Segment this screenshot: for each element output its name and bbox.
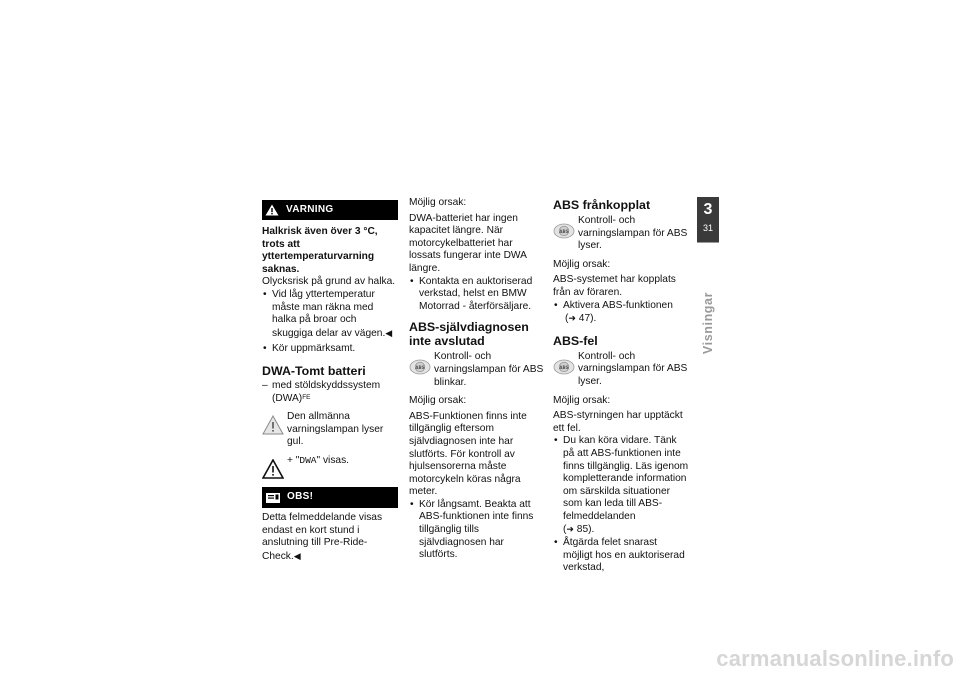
end-mark-icon: ◀: [385, 327, 393, 338]
end-mark-icon: ◀: [293, 550, 301, 561]
section-heading: ABS frånkopplat: [553, 198, 651, 212]
indicator-row: [553, 351, 689, 389]
cause-text: ABS-systemet har kopplats från av föraren.: [553, 274, 676, 298]
section-heading: ABS-fel: [553, 333, 598, 348]
cause-text: ABS-Funktionen finns inte tillgänglig eftersom självdiagnosen inte har slutförts. För kontroll av hjulsensorerna måste motorcykeln köras några meter.: [409, 410, 527, 498]
abs-lamp-icon: [409, 359, 431, 375]
column-3: [553, 197, 689, 575]
indicator-text: Kontroll- och varningslampan för ABS lyser.: [578, 215, 688, 252]
abs-lamp-icon: [553, 223, 575, 239]
dwa-condition-text: med stöldskyddssystem (DWA): [272, 379, 381, 404]
page-reference[interactable]: (➜ 85).: [563, 524, 595, 536]
chapter-title-text: Visningar: [701, 291, 715, 355]
message-suffix: " visas.: [316, 454, 350, 466]
warning-banner: [262, 200, 398, 220]
warning-text: Olycksrisk på grund av halka.: [262, 276, 396, 288]
general-warning-lamp-icon: [262, 415, 284, 435]
action-bullet: [553, 300, 689, 326]
chapter-number: 3: [703, 201, 713, 218]
cause-label: Möjlig orsak:: [553, 394, 611, 406]
action-text: Du kan köra vidare. Tänk på att ABS-funktionen inte finns tillgänglig. Läs igenom kompletterande information om särskilda situationer som kan leda till ABS-felmeddelanden: [563, 435, 689, 522]
obs-note-icon: [262, 487, 284, 507]
column-2: [409, 197, 545, 562]
arrow-reference-icon: ➜: [566, 524, 574, 535]
watermark: carmanualsonline.info: [716, 646, 954, 671]
action-bullet: • Åtgärda felet snarast möjligt hos en auktoriserad verkstad,: [553, 537, 689, 575]
warning-bullet-text: Vid låg yttertemperatur måste man räkna med halka på broar och skuggiga delar av vägen.: [272, 288, 386, 339]
chapter-title: [692, 278, 724, 368]
cause-text: DWA-batteriet har ingen kapacitet längre. När motorcykelbatteriet har lossats fungerar inte DWA längre.: [409, 212, 527, 274]
page-reference-number: 85).: [576, 524, 595, 536]
action-bullet: [553, 435, 689, 537]
obs-banner: [262, 487, 398, 508]
indicator-row: [262, 455, 398, 479]
warning-bullet: [262, 289, 398, 340]
cause-label: Möjlig orsak:: [553, 258, 611, 270]
obs-label: OBS!: [287, 491, 314, 503]
divider: [697, 242, 719, 243]
footnote-marker: FE: [302, 393, 311, 401]
warning-bullet: • Kör uppmärksamt.: [262, 343, 398, 356]
svg-text:ABS: ABS: [415, 365, 425, 371]
warning-triangle-icon: [262, 200, 282, 220]
page-reference[interactable]: (➜ 47).: [565, 313, 597, 325]
message-prefix: + ": [287, 454, 300, 466]
cause-text: ABS-styrningen har upptäckt ett fel.: [553, 410, 683, 434]
page-reference-number: 47).: [578, 313, 597, 325]
action-text: Aktivera ABS-funktionen: [563, 299, 673, 311]
obs-text-body: Detta felmeddelande visas endast en kort stund i anslutning till Pre-Ride-Check.: [262, 511, 383, 562]
svg-text:ABS: ABS: [559, 228, 569, 234]
action-bullet: • Kontakta en auktoriserad verkstad, helst en BMW Motorrad - återförsäljare.: [409, 276, 545, 314]
section-heading: DWA-Tomt batteri: [262, 363, 366, 378]
display-code: DWA: [299, 454, 317, 466]
indicator-text: Den allmänna varningslampan lyser gul.: [287, 411, 384, 448]
obs-text: [262, 512, 398, 563]
svg-text:ABS: ABS: [559, 364, 569, 370]
dwa-condition: [262, 380, 398, 405]
warning-label: VARNING: [286, 203, 334, 215]
indicator-row: [262, 411, 398, 449]
page-number: 31: [702, 223, 713, 233]
abs-lamp-icon: [553, 359, 575, 375]
cause-label: Möjlig orsak:: [409, 395, 467, 407]
chapter-tab: [697, 197, 719, 242]
indicator-row: [553, 215, 689, 253]
indicator-row: [409, 351, 545, 389]
action-bullet: • Kör långsamt. Beakta att ABS-funktionen inte finns tillgänglig tills självdiagnosen har slutförts.: [409, 499, 545, 562]
display-message: [287, 455, 398, 468]
arrow-reference-icon: ➜: [568, 313, 576, 324]
indicator-text: Kontroll- och varningslampan för ABS lyser.: [578, 350, 688, 387]
indicator-text: Kontroll- och varningslampan för ABS blinkar.: [434, 351, 544, 388]
warning-heading: Halkrisk även över 3 °C, trots att yttertemperaturvarning saknas.: [262, 226, 378, 275]
column-1: [262, 200, 398, 563]
cause-label: Möjlig orsak:: [409, 197, 467, 208]
section-heading: ABS-självdiagnosen inte avslutad: [409, 320, 529, 349]
warning-lamp-icon: [262, 459, 284, 479]
